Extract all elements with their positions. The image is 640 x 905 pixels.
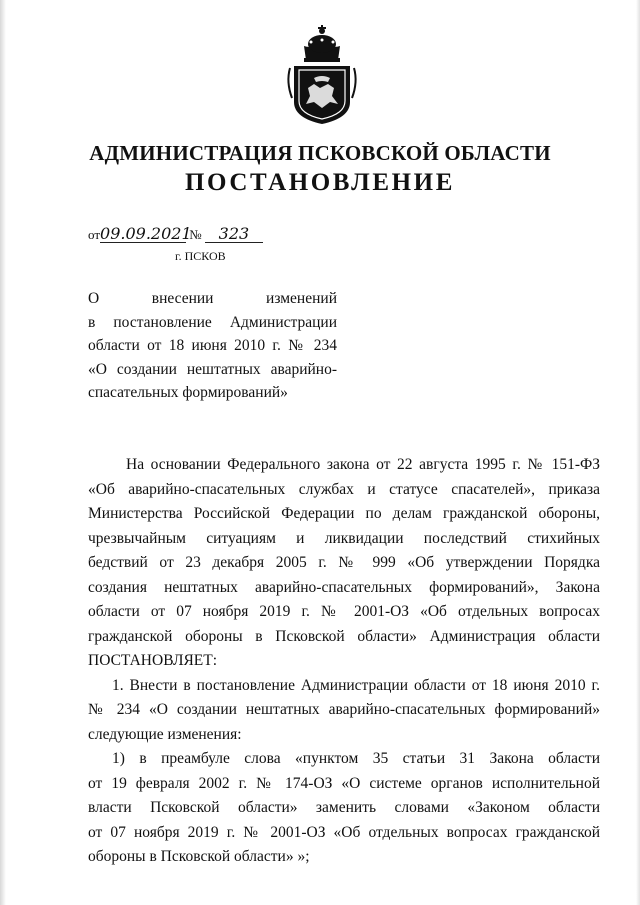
body-line: «Об аварийно-спасательных службах и статусе спасателей», приказа <box>88 480 600 498</box>
subject-line: области от 18 июня 2010 г. № 234 <box>88 337 337 354</box>
subject-line: «О создании нештатных аварийно- <box>88 360 337 378</box>
body-text <box>88 453 600 870</box>
handwritten-number: 323 <box>205 226 263 243</box>
body-line: ПОСТАНОВЛЯЕТ: <box>88 652 218 669</box>
body-line: власти Псковской области» заменить словами «Законом области <box>88 799 600 816</box>
document-type: ПОСТАНОВЛЕНИЕ <box>184 169 456 196</box>
body-line: 1. Внести в постановление Администрации области от 18 июня 2010 г. <box>112 676 600 694</box>
body-line: от 19 февраля 2002 г. № 174-ОЗ «О системе органов исполнительной <box>88 774 600 792</box>
body-line: следующие изменения: <box>88 725 242 743</box>
body-line: чрезвычайным ситуациям и ликвидации последствий стихийных <box>88 529 600 547</box>
subject-line: в постановление Администрации <box>88 313 337 331</box>
body-line: создания нештатных аварийно-спасательных формирований», Закона <box>88 578 600 596</box>
body-line: Министерства Российской Федерации по делам гражданской обороны, <box>88 505 600 522</box>
subject-line: О внесении изменений <box>88 290 337 307</box>
scan-edge-left <box>0 0 6 905</box>
pskov-coat-of-arms-icon <box>284 22 360 126</box>
city: г. ПСКОВ <box>175 249 226 263</box>
body-line: На основании Федерального закона от 22 августа 1995 г. № 151-ФЗ <box>126 456 600 473</box>
date-prefix: от <box>88 227 101 242</box>
handwritten-date: 09.09.2021 <box>100 224 192 243</box>
body-line: № 234 «О создании нештатных аварийно-спасательных формирований» <box>88 701 600 718</box>
body-line: области от 07 ноября 2019 г. № 2001-ОЗ «Об отдельных вопросах <box>88 603 600 620</box>
subject-line: спасательных формирований» <box>88 384 288 401</box>
body-line: обороны в Псковской области» »; <box>88 848 310 865</box>
body-line: 1) в преамбуле слова «пунктом 35 статьи 31 Закона области <box>112 750 600 767</box>
body-line: гражданской обороны в Псковской области» Администрация области <box>88 627 600 645</box>
date-number-line <box>88 226 263 243</box>
body-line: от 07 ноября 2019 г. № 2001-ОЗ «Об отдельных вопросах гражданской <box>88 823 600 841</box>
number-prefix: № <box>189 227 202 242</box>
body-line: бедствий от 23 декабря 2005 г. № 999 «Об утверждении Порядка <box>88 554 600 571</box>
organization-name: АДМИНИСТРАЦИЯ ПСКОВСКОЙ ОБЛАСТИ <box>89 141 551 165</box>
subject-block <box>88 287 337 405</box>
scan-edge-right <box>636 0 640 905</box>
